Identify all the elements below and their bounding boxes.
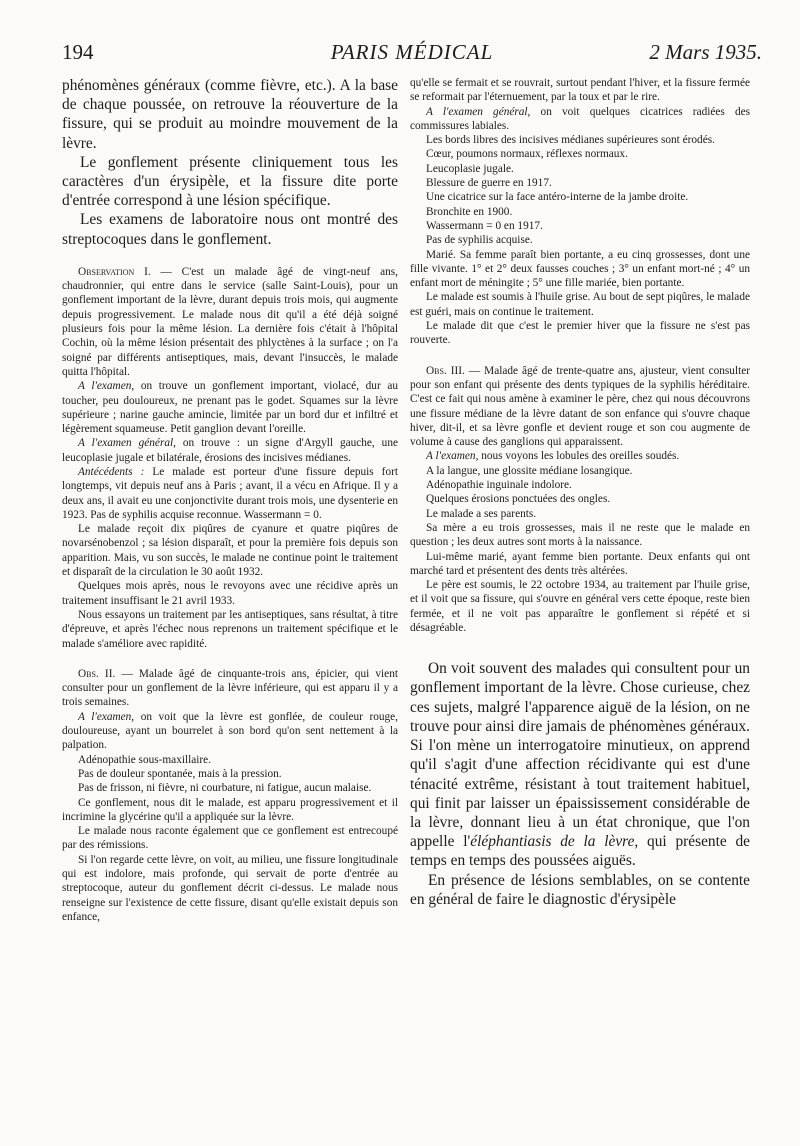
obs2-paragraph: Le malade nous raconte également que ce gonflement est entrecoupé par des rémissions. (62, 825, 398, 852)
obs1-label: Observation I. (78, 265, 151, 278)
obs3-paragraph: Le malade a ses parents. (426, 507, 537, 520)
obs2-paragraph: Pas de frisson, ni fièvre, ni courbature, ni fatigue, aucun malaise. (78, 782, 372, 795)
obs2-paragraph: Bronchite en 1900. (426, 205, 513, 218)
obs3-paragraph: A la langue, une glossite médiane losangique. (426, 464, 633, 477)
obs1-paragraph: Observation I. — C'est un malade âgé de vingt-neuf ans, chaudronnier, qui entre dans le service (salle Saint-Louis), pour un gonflement important de la lèvre, durant depuis trois mois, qui augmente depuis progressivement. Le malade nous dit qu'il a été déjà soigné plusieurs fois pour la même lésion. La dernière fois c'était à l'hôpital Cochin, où la même lésion présentait des phlyctènes à la surface ; on l'a soigné par différents antiseptiques, mais, devant l'insuccès, le malade quitta l'hôpital. (62, 265, 399, 378)
obs1-paragraph: Nous essayons un traitement par les antiseptiques, sans résultat, à titre d'épreuve, et après l'échec nous reprenons un traitement spécifique et le malade s'améliore avec rapidité. (62, 608, 398, 650)
intro-paragraph: Les examens de laboratoire nous ont montré des streptocoques dans le gonflement. (62, 211, 398, 248)
page-header (62, 40, 762, 70)
obs1-paragraph: Quelques mois après, nous le revoyons avec une récidive après un traitement insuffisant le 21 avril 1933. (62, 580, 398, 607)
obs3-paragraph: Le père est soumis, le 22 octobre 1934, au traitement par l'huile grise, et il voit que sa fissure, qui s'ouvre en général vers cette époque, reste bien fermée, et il ne voit pas apparaître le gonflement si répété et si désagréable. (410, 579, 750, 634)
obs2-paragraph: Wassermann = 0 en 1917. (426, 219, 543, 232)
obs2-paragraph: Les bords libres des incisives médianes supérieures sont érodés. (426, 134, 715, 147)
obs3-paragraph: Lui-même marié, ayant femme bien portante. Deux enfants qui ont marché tard et présentent des dents très altérées. (410, 550, 750, 577)
intro-paragraph: phénomènes généraux (comme fièvre, etc.). A la base de chaque poussée, on retrouve la réouverture de la fissure, qui se produit au moindre mouvement de la lèvre. (62, 77, 398, 152)
obs2-paragraph: Blessure de guerre en 1917. (426, 177, 552, 190)
obs2-paragraph: Pas de syphilis acquise. (426, 234, 533, 247)
obs2-paragraph: Le malade est soumis à l'huile grise. Au bout de sept piqûres, le malade est guéri, mais on continue le traitement. (410, 291, 750, 318)
obs1-paragraph: A l'examen, on trouve un gonflement important, violacé, dur au toucher, peu douloureux, ne prenant pas le godet. Squames sur la lèvre supérieure ; narine gauche amincie, limitée par un bord dur et infiltré et légèrement squameuse. Petit ganglion devant l'oreille. (62, 380, 398, 436)
obs2-paragraph: Leucoplasie jugale. (426, 162, 514, 175)
obs1-paragraph: Le malade reçoit dix piqûres de cyanure et quatre piqûres de novarsénobenzol ; sa lésion disparaît, et pour la première fois depuis son apparition. Mais, vu son succès, le malade ne continue point le traitement et disparaît de la circulation le 30 août 1932. (62, 523, 398, 579)
right-column (410, 76, 750, 909)
obs3-label: Obs. III. (426, 364, 465, 377)
obs3-paragraph: Quelques érosions ponctuées des ongles. (426, 493, 611, 506)
obs2-paragraph: Le malade dit que c'est le premier hiver que la fissure ne s'est pas rouverte. (410, 320, 750, 347)
obs1-paragraph: Antécédents : Le malade est porteur d'une fissure depuis fort longtemps, vit depuis neuf ans à Paris ; avant, il a vécu en Afrique. Il y a deux ans, il avait eu une conjonctivite durant trois mois, une dysenterie en 1923. Pas de syphilis acquise reconnue. Wassermann = 0. (62, 465, 398, 521)
obs3-paragraph: A l'examen, nous voyons les lobules des oreilles soudés. (426, 450, 680, 463)
journal-title: PARIS MÉDICAL (330, 40, 494, 64)
emphasis-term: éléphantiasis de la lèvre (470, 833, 635, 851)
issue-date: 2 Mars 1935. (649, 40, 762, 64)
obs3-paragraph: Sa mère a eu trois grossesses, mais il ne reste que le malade en question ; les deux autres sont morts à la naissance. (410, 521, 750, 549)
page-number: 194 (62, 40, 94, 64)
obs2-paragraph: qu'elle se fermait et se rouvrait, surtout pendant l'hiver, et la fissure fermée se reformait par l'éternuement, par la toux et par le rire. (410, 77, 750, 104)
obs2-label: Obs. II. (78, 667, 116, 680)
obs2-paragraph: Si l'on regarde cette lèvre, on voit, au milieu, une fissure longitudinale qui est indolore, mais profonde, qui servait de porte d'entrée au streptocoque, auteur du gonflement décrit ci-dessus. Le malade nous renseigne sur l'existence de cette fissure, disant qu'elle existait depuis son enfance, (62, 853, 398, 923)
obs3-paragraph: Obs. III. — Malade âgé de trente-quatre ans, ajusteur, vient consulter pour son enfant qui présente des dents typiques de la syphilis héréditaire. C'est ce fait qui nous amène à examiner le père, chez qui nous découvrons une fissure médiane de la lèvre datant de son enfance qui s'ouvre chaque hiver, dit-il, et sa lèvre gonfle et devient rouge et son cou augmente de volume à cause des ganglions qui apparaissent. (410, 364, 750, 449)
conclusion-paragraph: On voit souvent des malades qui consultent pour un gonflement important de la lèvre. Chose curieuse, chez ces sujets, malgré l'apparence aiguë de la lésion, on ne trouve pour ainsi dire jamais de phénomènes généraux. Si l'on mène un interrogatoire minutieux, on apprend qu'il s'agit d'une affection récidivante qui est d'une ténacité extrême, résistant à tout traitement habituel, qui finit par laisser un épaississement considérable de la lèvre, donnant lieu à un état chronique, que l'on appelle l'éléphantiasis de la lèvre, qui présente de temps en temps des poussées aiguës. (410, 660, 750, 870)
intro-paragraph: Le gonflement présente cliniquement tous les caractères d'un érysipèle, et la fissure dite porte d'entrée correspond à une lésion spécifique. (62, 153, 398, 210)
obs2-paragraph: Pas de douleur spontanée, mais à la pression. (78, 767, 282, 780)
obs2-paragraph: Ce gonflement, nous dit le malade, est apparu progressivement et il incrimine la glycérine qu'il a appliquée sur la lèvre. (62, 796, 398, 823)
obs2-paragraph: Obs. II. — Malade âgé de cinquante-trois ans, épicier, qui vient consulter pour un gonflement de la lèvre inférieure, qui est apparu il y a trois semaines. (62, 667, 398, 709)
obs2-paragraph: Adénopathie sous-maxillaire. (78, 753, 212, 766)
obs1-paragraph: A l'examen général, on trouve : un signe d'Argyll gauche, une leucoplasie jugale et bilatérale, érosions des incisives médianes. (62, 437, 398, 464)
obs2-paragraph: Marié. Sa femme paraît bien portante, a eu cinq grossesses, dont une fille vivante. 1° et 2° deux fausses couches ; 3° un enfant mort-né ; 4° un enfant mort de méningite ; 5° une fille mariée, bien portante. (410, 248, 750, 290)
conclusion-paragraph: En présence de lésions semblables, on se contente en général de faire le diagnostic d'érysipèle (410, 871, 750, 908)
obs2-paragraph: A l'examen, on voit que la lèvre est gonflée, de couleur rouge, douloureuse, ayant un bourrelet à son bord qu'on sent nettement à la palpation. (62, 710, 398, 752)
obs2-paragraph: A l'examen général, on voit quelques cicatrices radiées des commissures labiales. (410, 105, 751, 132)
obs2-paragraph: Une cicatrice sur la face antéro-interne de la jambe droite. (426, 191, 689, 204)
obs2-paragraph: Cœur, poumons normaux, réflexes normaux. (426, 148, 628, 161)
left-column (62, 76, 398, 924)
obs3-paragraph: Adénopathie inguinale indolore. (426, 479, 572, 492)
